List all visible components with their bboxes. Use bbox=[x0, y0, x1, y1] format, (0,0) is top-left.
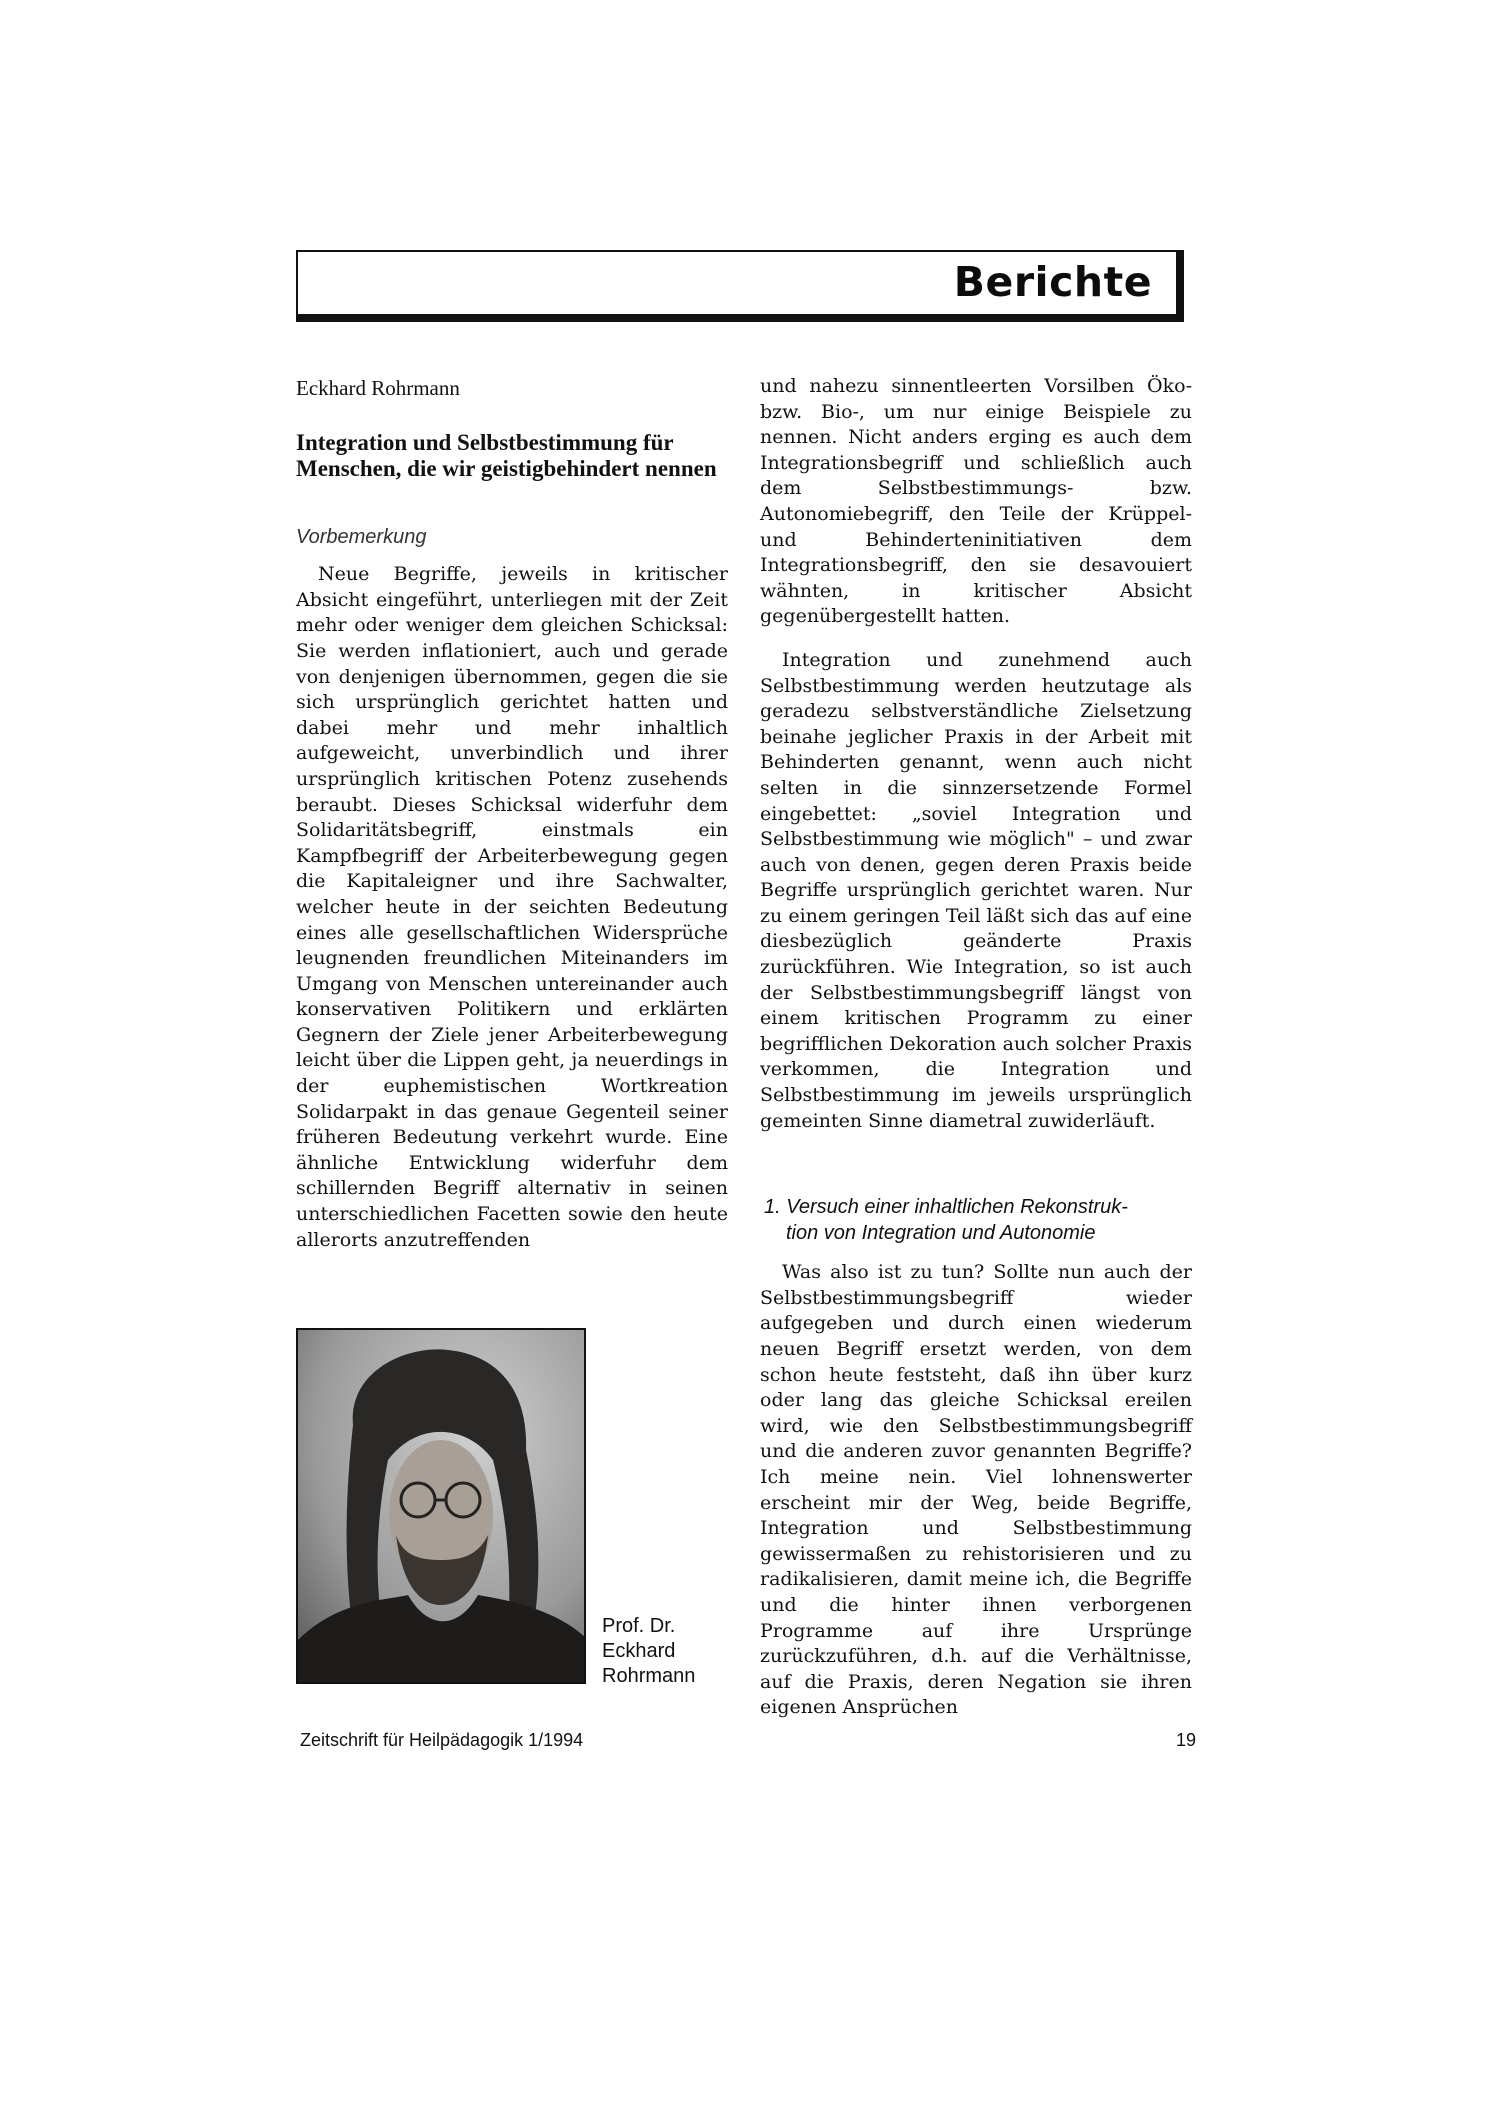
body-paragraph: Neue Begriffe, jeweils in kritischer Absicht eingeführt, unterliegen mit der Zeit mehr oder weniger dem gleichen Schicksal: Sie werden inflationiert, auch und gerade von denjenigen übernommen, gegen die sie sich ursprünglich gerichtet hatten und dabei mehr und mehr inhaltlich aufgeweicht, unverbindlich und ihrer ursprünglich kritischen Potenz zusehends beraubt. Dieses Schicksal widerfuhr dem Solidaritätsbegriff, einstmals ein Kampfbegriff der Arbeiterbewegung gegen die Kapitaleigner und ihre Sachwalter, welcher heute in der seichten Bedeutung eines alle gesellschaftlichen Widersprüche leugnenden freundlichen Miteinanders im Umgang von Menschen untereinander auch konservativen Politikern und erklärten Gegnern der Ziele jener Arbeiterbewegung leicht über die Lippen geht, ja neuerdings in der euphemistischen Wortkreation Solidarpakt in das genaue Gegenteil seiner früheren Bedeutung verkehrt wurde. Eine ähnliche Entwicklung widerfuhr dem schillernden Begriff alternativ in seinen unterschiedlichen Facetten sowie den heute allerorts anzutreffenden bbox=[296, 563, 728, 1251]
right-column bbox=[760, 374, 1192, 1721]
author-name: Eckhard Rohrmann bbox=[296, 376, 460, 400]
photo-caption bbox=[602, 1614, 695, 1689]
caption-line: Eckhard bbox=[602, 1640, 676, 1662]
section-header-title: Berichte bbox=[953, 258, 1152, 306]
body-paragraph: und nahezu sinnentleerten Vorsilben Öko- bzw. Bio-, um nur einige Beispiele zu nennen. Nicht anders erging es auch dem Integrationsbegriff und schließlich auch dem Selbstbestimmungs- bzw. Autonomiebegriff, den Teile der Krüppel- und Behinderteninitiativen dem Integrationsbegriff, den sie desavouiert wähnten, in kritischer Absicht gegenübergestellt hatten. bbox=[760, 375, 1192, 628]
section-header-box bbox=[296, 250, 1184, 322]
section-heading-vorbemerkung: Vorbemerkung bbox=[296, 525, 427, 548]
article-title: Integration und Selbstbestimmung für Menschen, die wir geistigbehindert nennen bbox=[296, 429, 717, 481]
page-number: 19 bbox=[1176, 1730, 1197, 1750]
portrait-image bbox=[298, 1330, 586, 1684]
section-heading-1 bbox=[760, 1194, 1192, 1246]
body-paragraph: Was also ist zu tun? Sollte nun auch der Selbstbestimmungsbegriff wieder aufgegeben und durch einen wiederum neuen Begriff ersetzt werden, von dem schon heute feststeht, daß ihn über kurz oder lang das gleiche Schicksal ereilen wird, wie den Selbstbestimmungsbegriff und die anderen zuvor genannten Begriffe? Ich meine nein. Viel lohnenswerter erscheint mir der Weg, beide Begriffe, Integration und Selbstbestimmung gewissermaßen zu rehistorisieren und zu radikalisieren, damit meine ich, die Begriffe und die hinter ihnen verborgenen Programme auf ihre Ursprünge zurückzuführen, d.h. auf die Verhältnisse, auf die Praxis, deren Negation sie ihren eigenen Ansprüchen bbox=[760, 1261, 1192, 1719]
left-column bbox=[296, 376, 728, 1253]
author-photo bbox=[296, 1328, 586, 1684]
footer-journal-title: Zeitschrift für Heilpädagogik 1/1994 bbox=[300, 1730, 584, 1750]
section-heading-line: 1. Versuch einer inhaltlichen Rekonstruk- bbox=[764, 1196, 1128, 1219]
caption-line: Rohrmann bbox=[602, 1665, 696, 1687]
section-heading-line: tion von Integration und Autonomie bbox=[786, 1222, 1096, 1245]
body-paragraph: Integration und zunehmend auch Selbstbestimmung werden heutzutage als geradezu selbstverständliche Zielsetzung beinahe jeglicher Praxis in der Arbeit mit Behinderten genannt, wenn auch nicht selten in die sinnzersetzende Formel eingebettet: „soviel Integration und Selbstbestimmung wie möglich" – und zwar auch von denen, gegen deren Praxis beide Begriffe ursprünglich gerichtet waren. Nur zu einem geringen Teil läßt sich das auf eine diesbezüglich geänderte Praxis zurückführen. Wie Integration, so ist auch der Selbstbestimmungsbegriff längst von einem kritischen Programm zu einer begrifflichen Dekoration auch solcher Praxis verkommen, die Integration und Selbstbestimmung im jeweils ursprünglich gemeinten Sinne diametral zuwiderläuft. bbox=[760, 648, 1192, 1132]
caption-line: Prof. Dr. bbox=[602, 1615, 676, 1637]
